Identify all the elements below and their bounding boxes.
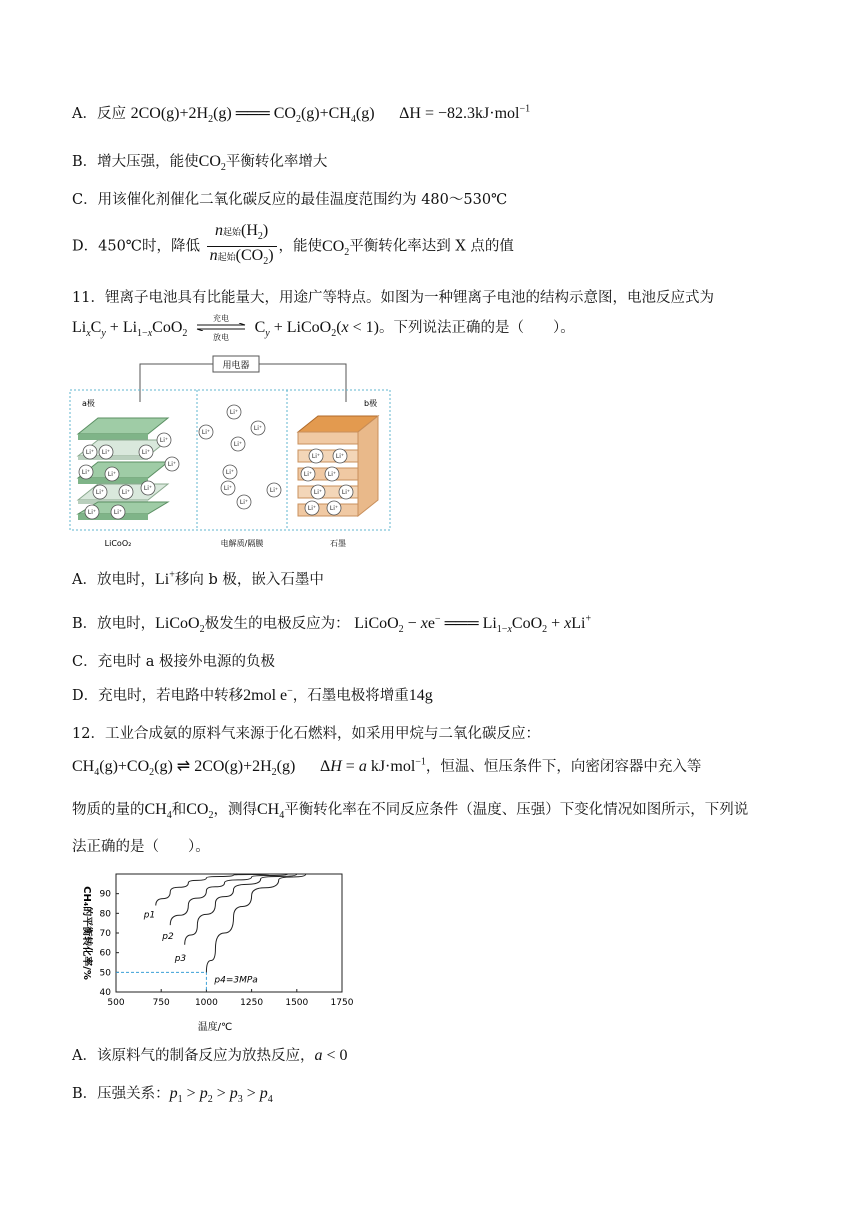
li-ion-label: Li⁺ (95, 489, 105, 496)
li-ion-label: Li⁺ (303, 471, 313, 478)
series-label-2: p2 (162, 932, 174, 943)
q12-stem-line4: 法正确的是（ ）。 (72, 839, 210, 855)
q12-option-b: B．压强关系：$p_1 > p_2 > p_3 > p_4$ (72, 1085, 273, 1106)
ratio-fraction: $\frac{n起始(H_2)}{n起始(CO_2)}$ (207, 222, 277, 271)
q12-reaction: $CH_4(g)+CO_2(g)$ ⇌ $2CO(g)+2H_2(g) \Delta H = a$ kJ·mol$^{-1}$，恒温、恒压条件下，向密闭容器中充入等 (72, 756, 702, 779)
y-tick-label: 50 (99, 968, 111, 979)
x-tick-label: 1250 (240, 998, 264, 1008)
y-tick-label: 40 (99, 988, 111, 998)
series-line-3 (185, 874, 342, 945)
li-ion-label: Li⁺ (223, 485, 233, 492)
li-ion-label: Li⁺ (101, 449, 111, 456)
q12-stem: 12．工业合成氨的原料气来源于化石燃料，如采用甲烷与二氧化碳反应： (72, 726, 540, 742)
double-arrow-icon (195, 323, 247, 331)
q12-option-a: A．该原料气的制备反应为放热反应，a < 0 (72, 1047, 348, 1064)
li-ion-label: Li⁺ (141, 449, 151, 456)
q10-option-b: B．增大压强，能使$CO_2$平衡转化率增大 (72, 153, 328, 174)
x-tick-label: 1000 (194, 998, 218, 1008)
electrolyte-label: 电解质/隔膜 (220, 539, 264, 548)
li-ion-label: Li⁺ (143, 485, 153, 492)
a-pole-label: a极 (82, 399, 95, 408)
li-ion-label: Li⁺ (107, 471, 117, 478)
li-ion-label: Li⁺ (335, 453, 345, 460)
li-ion-label: Li⁺ (311, 453, 321, 460)
li-ion-label: Li⁺ (167, 461, 177, 468)
y-axis-label: CH₄的平衡转化率/% (81, 886, 92, 980)
q11-option-c: C．充电时 a 极接外电源的负极 (72, 654, 275, 670)
q11-option-d: D．充电时，若电路中转移2mol e−，石墨电极将增重14g (72, 685, 433, 704)
y-tick-label: 90 (99, 889, 111, 900)
q11-stem: 11．锂离子电池具有比能量大，用途广等特点。如图为一种锂离子电池的结构示意图，电池反应式为 (72, 290, 714, 306)
li-ion-label: Li⁺ (201, 429, 211, 436)
q11-option-a: A．放电时，Li+移向 b 极，嵌入石墨中 (72, 569, 324, 588)
li-ion-label: Li⁺ (113, 509, 123, 516)
x-tick-label: 750 (152, 998, 170, 1008)
li-ion-label: Li⁺ (269, 487, 279, 494)
li-ion-label: Li⁺ (121, 489, 131, 496)
li-ion-label: Li⁺ (85, 449, 95, 456)
li-ion-label: Li⁺ (233, 441, 243, 448)
series-label-4: p4=3MPa (214, 975, 258, 986)
plot-frame (116, 874, 342, 992)
conversion-chart (70, 866, 370, 1036)
x-tick-label: 1750 (330, 998, 354, 1008)
q12-stem-line3: 物质的量的$CH_4$和$CO_2$，测得$CH_4$平衡转化率在不同反应条件（温度、压强）下变化情况如图所示，下列说 (72, 801, 749, 822)
y-tick-label: 70 (99, 929, 111, 939)
li-ion-label: Li⁺ (307, 505, 317, 512)
q10-option-d: D．450℃时，降低 $\frac{n起始(H_2)}{n起始(CO_2)}$ ，能使$CO_2$平衡转化率达到 X 点的值 (72, 222, 514, 271)
licoo2-label: LiCoO₂ (104, 539, 132, 548)
li-ion-label: Li⁺ (225, 469, 235, 476)
device-label: 用电器 (222, 361, 250, 371)
b-pole-label: b极 (364, 399, 378, 408)
y-tick-label: 80 (99, 909, 111, 920)
charge-discharge-arrow: 充电 放电 (195, 314, 247, 342)
li-ion-label: Li⁺ (313, 489, 323, 496)
li-ion-label: Li⁺ (87, 509, 97, 516)
li-ion-label: Li⁺ (329, 505, 339, 512)
li-ion-label: Li⁺ (341, 489, 351, 496)
q11-option-b: B．放电时，LiCoO$_2$极发生的电极反应为： LiCoO$_2$ − xe− ═══ $Li_{1-x}CoO_2 + xLi^+$ (72, 613, 592, 636)
li-ion-label: Li⁺ (253, 425, 263, 432)
q11-reaction: $Li_xC_y + Li_{1-x}CoO_2$ 充电 放电 $C_y$ + LiCoO$_2$(x < 1)。下列说法正确的是（ ）。 (72, 314, 575, 342)
q10-option-a: A．反应 $2CO(g)+2H_2(g)$ ═══ $CO_2(g)+CH_4(g) \Delta H = -82.3kJ\cdot mol^{-1}$ (72, 103, 531, 126)
x-tick-label: 500 (107, 998, 125, 1008)
graphite-label: 石墨 (330, 539, 346, 548)
y-tick-label: 60 (99, 948, 111, 959)
series-line-2 (170, 874, 342, 925)
li-ion-label: Li⁺ (159, 437, 169, 444)
series-line-4 (206, 874, 342, 972)
li-ion-label: Li⁺ (327, 471, 337, 478)
li-ion-label: Li⁺ (229, 409, 239, 416)
series-label-3: p3 (174, 953, 187, 964)
x-axis-label: 温度/℃ (197, 1022, 233, 1033)
li-ion-label: Li⁺ (239, 499, 249, 506)
q10-option-c: C．用该催化剂催化二氧化碳反应的最佳温度范围约为 480～530℃ (72, 192, 508, 208)
li-ion-label: Li⁺ (81, 469, 91, 476)
series-label-1: p1 (143, 910, 156, 921)
x-tick-label: 1500 (285, 998, 309, 1008)
battery-diagram (68, 354, 394, 554)
